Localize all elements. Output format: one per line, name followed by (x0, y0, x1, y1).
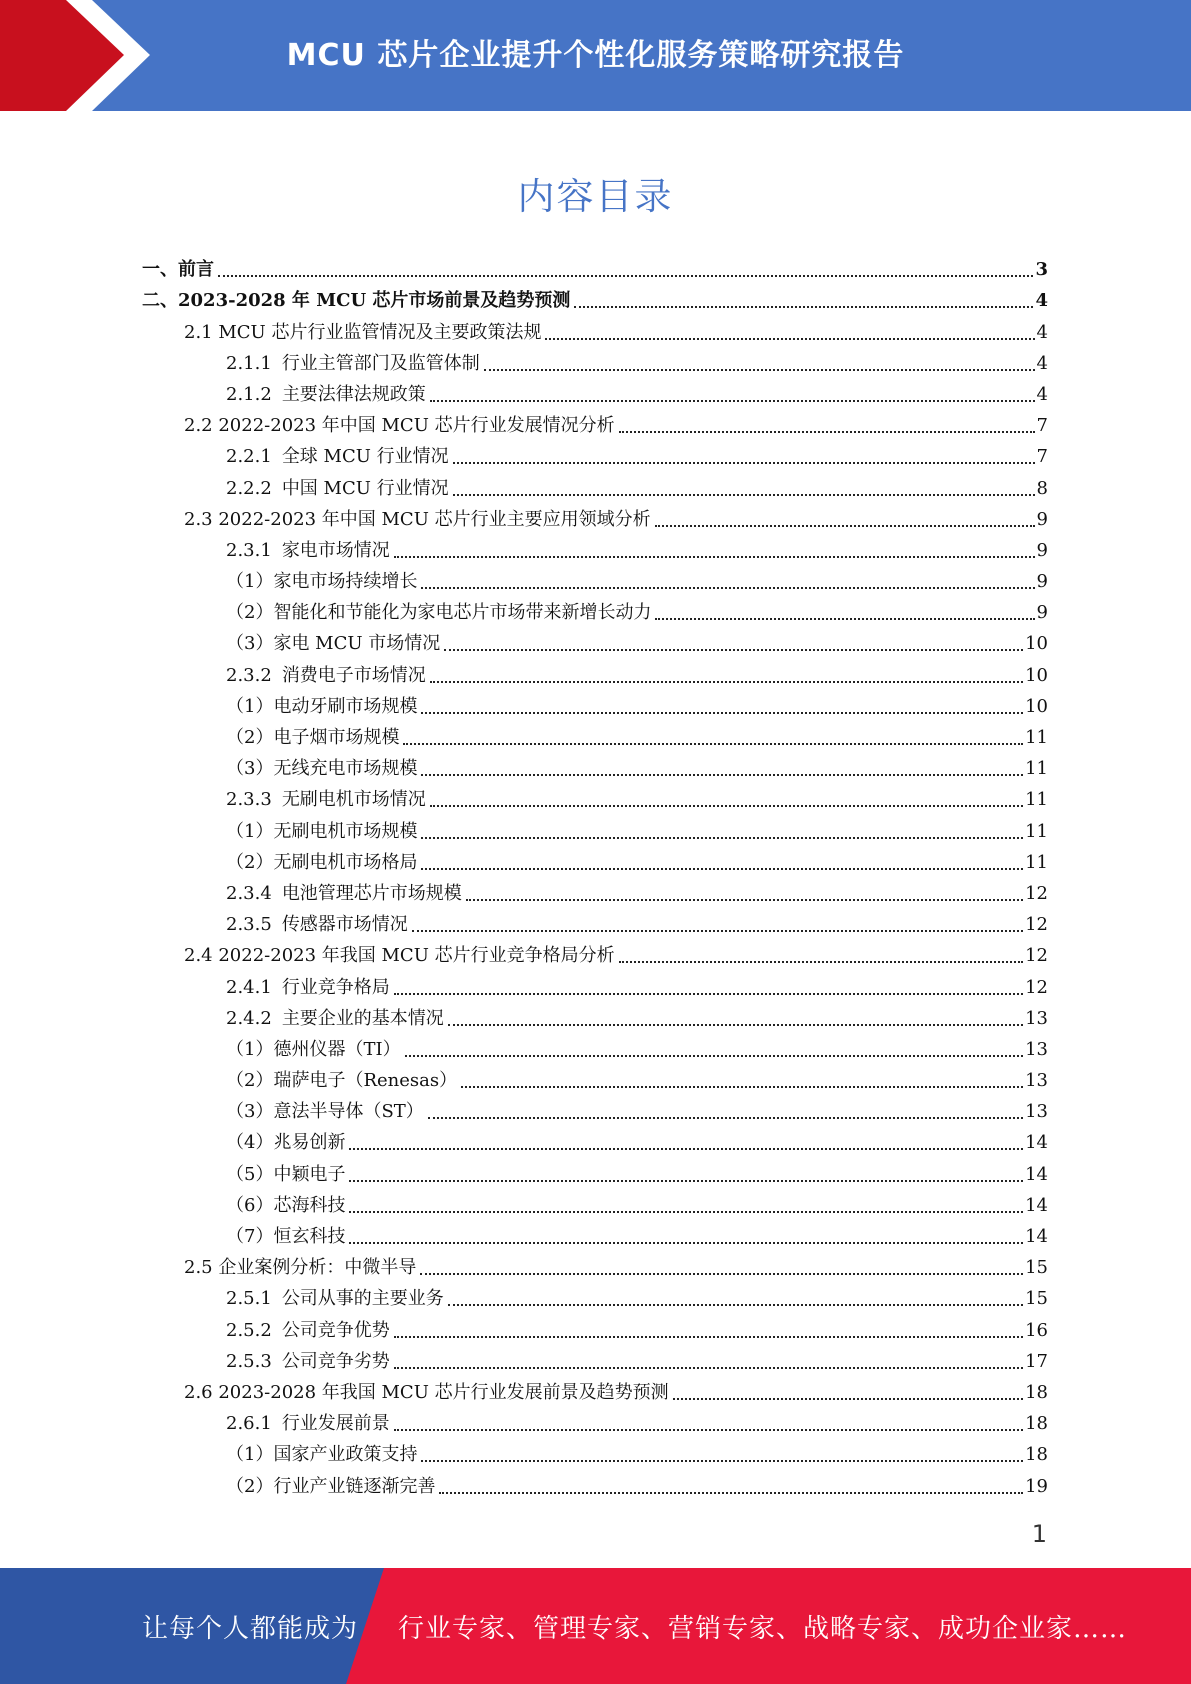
toc-entry-page: 13 (1025, 1070, 1048, 1092)
toc-dot-leader (574, 306, 1033, 308)
toc-entry-page: 11 (1025, 758, 1048, 780)
toc-entry-page: 18 (1025, 1444, 1048, 1466)
footer-banner (0, 1568, 1191, 1684)
toc-dot-leader (394, 556, 1035, 558)
toc-dot-leader (394, 993, 1023, 995)
toc-entry-text: 公司从事的主要业务 (281, 1288, 444, 1310)
toc-entry-number: 2.3.3 (226, 789, 272, 811)
toc-entry[interactable] (142, 1003, 1048, 1034)
toc-entry[interactable] (142, 784, 1048, 815)
toc-entry[interactable] (142, 597, 1048, 628)
toc-entry-page: 4 (1036, 352, 1048, 374)
toc-entry[interactable] (142, 1408, 1048, 1439)
toc-entry-text: 消费电子市场情况 (281, 664, 426, 686)
toc-entry-text: 主要企业的基本情况 (281, 1007, 444, 1029)
toc-entry-text: （1）无刷电机市场规模 (226, 820, 418, 842)
toc-entry[interactable] (142, 1034, 1048, 1065)
page-number: 1 (1031, 1520, 1047, 1548)
toc-entry-text: 传感器市场情况 (281, 914, 408, 936)
toc-entry[interactable] (142, 472, 1048, 503)
toc-dot-leader (655, 525, 1035, 527)
toc-dot-leader (421, 837, 1023, 839)
toc-entry-text: 2.4 2022-2023 年我国 MCU 芯片行业竞争格局分析 (184, 945, 615, 967)
toc-entry[interactable] (142, 1439, 1048, 1470)
toc-entry-page: 12 (1025, 882, 1048, 904)
toc-entry-page: 13 (1025, 1101, 1048, 1123)
toc-entry-page: 11 (1025, 820, 1048, 842)
toc-entry[interactable] (142, 535, 1048, 566)
toc-dot-leader (428, 1117, 1023, 1119)
toc-entry[interactable] (142, 441, 1048, 472)
toc-entry-page: 14 (1025, 1132, 1048, 1154)
toc-entry-page: 8 (1036, 477, 1048, 499)
toc-dot-leader (421, 1460, 1023, 1462)
header-banner (0, 0, 1191, 111)
toc-entry-page: 18 (1025, 1381, 1048, 1403)
report-title: MCU 芯片企业提升个性化服务策略研究报告 (286, 38, 905, 73)
toc-entry-text: 主要法律法规政策 (281, 383, 426, 405)
toc-entry-text: （3）无线充电市场规模 (226, 758, 418, 780)
toc-entry-number: 2.3.2 (226, 664, 272, 686)
toc-entry-page: 14 (1025, 1163, 1048, 1185)
toc-dot-leader (421, 587, 1034, 589)
toc-entry-number: 2.3.4 (226, 882, 272, 904)
toc-dot-leader (430, 805, 1023, 807)
toc-dot-leader (421, 868, 1023, 870)
toc-dot-leader (405, 1055, 1024, 1057)
toc-dot-leader (453, 494, 1035, 496)
toc-entry-text: （2）电子烟市场规模 (226, 727, 400, 748)
toc-dot-leader (349, 1180, 1023, 1182)
toc-entry[interactable] (142, 410, 1048, 441)
toc-dot-leader (394, 1336, 1023, 1338)
toc-entry-number: 2.4.2 (226, 1007, 272, 1029)
toc-dot-leader (619, 431, 1035, 433)
toc-entry[interactable] (142, 815, 1048, 846)
toc-dot-leader (466, 899, 1023, 901)
toc-dot-leader (394, 1429, 1023, 1431)
toc-entry-page: 19 (1025, 1475, 1048, 1497)
toc-entry-text: 行业发展前景 (281, 1413, 390, 1435)
toc-heading: 内容目录 (517, 175, 674, 218)
toc-entry-text: 电池管理芯片市场规模 (281, 882, 462, 904)
toc-entry-number: 2.5.1 (226, 1288, 272, 1310)
toc-dot-leader (448, 1024, 1023, 1026)
toc-entry[interactable] (142, 753, 1048, 784)
toc-entry-page: 13 (1025, 1038, 1048, 1060)
toc-entry-text: （2）智能化和节能化为家电芯片市场带来新增长动力 (226, 602, 652, 624)
table-of-contents (142, 254, 1048, 1502)
toc-entry-text: 全球 MCU 行业情况 (281, 446, 449, 468)
toc-entry-number: 2.3.5 (226, 914, 272, 936)
toc-entry-text: （2）行业产业链逐渐完善 (226, 1475, 436, 1497)
footer-slogan-left: 让每个人都能成为 (142, 1614, 359, 1644)
toc-entry-number: 2.2.2 (226, 477, 272, 499)
toc-entry[interactable] (142, 1096, 1048, 1127)
toc-entry-page: 9 (1036, 571, 1048, 593)
toc-dot-leader (619, 961, 1024, 963)
toc-entry[interactable] (142, 722, 1048, 753)
toc-entry-page: 9 (1036, 508, 1048, 530)
toc-entry-number: 2.5.3 (226, 1350, 272, 1372)
toc-entry-page: 15 (1025, 1288, 1048, 1310)
toc-dot-leader (412, 930, 1023, 932)
toc-entry[interactable] (142, 940, 1048, 971)
toc-entry[interactable] (142, 1252, 1048, 1283)
toc-entry-page: 3 (1035, 259, 1048, 281)
toc-dot-leader (430, 681, 1023, 683)
toc-dot-leader (349, 1148, 1023, 1150)
toc-entry-number: 2.1.2 (226, 383, 272, 405)
toc-entry[interactable] (142, 1190, 1048, 1221)
toc-dot-leader (461, 1086, 1023, 1088)
toc-entry-number: 2.2.1 (226, 446, 272, 468)
toc-entry-text: （3）意法半导体（ST） (226, 1101, 424, 1123)
toc-entry[interactable] (142, 1283, 1048, 1314)
toc-entry[interactable] (142, 316, 1048, 347)
toc-entry-text: 行业主管部门及监管体制 (281, 352, 480, 374)
toc-entry[interactable] (142, 659, 1048, 690)
toc-entry[interactable] (142, 566, 1048, 597)
toc-entry[interactable] (142, 847, 1048, 878)
toc-entry-text: 公司竞争劣势 (281, 1350, 390, 1372)
toc-entry-number: 2.4.1 (226, 976, 272, 998)
toc-entry-page: 12 (1025, 945, 1048, 967)
toc-entry-text: （3）家电 MCU 市场情况 (226, 633, 441, 655)
toc-entry-page: 4 (1036, 321, 1048, 343)
toc-entry-page: 11 (1025, 851, 1048, 873)
toc-entry-page: 18 (1025, 1413, 1048, 1435)
toc-entry-page: 14 (1025, 1194, 1048, 1216)
toc-entry-text: 家电市场情况 (281, 539, 390, 561)
toc-entry-page: 16 (1025, 1319, 1048, 1341)
toc-entry[interactable] (142, 691, 1048, 722)
toc-entry-page: 10 (1025, 664, 1048, 686)
toc-entry-number: 2.1.1 (226, 352, 272, 374)
toc-dot-leader (655, 618, 1034, 620)
toc-entry-page: 4 (1036, 383, 1048, 405)
toc-entry[interactable] (142, 1377, 1048, 1408)
toc-entry-text: 中国 MCU 行业情况 (281, 477, 449, 499)
toc-entry-text: （1）国家产业政策支持 (226, 1444, 418, 1466)
toc-dot-leader (349, 1211, 1023, 1213)
toc-dot-leader (439, 1492, 1023, 1494)
toc-entry-text: 2.2 2022-2023 年中国 MCU 芯片行业发展情况分析 (184, 415, 615, 437)
toc-dot-leader (448, 1304, 1023, 1306)
toc-entry-page: 9 (1036, 539, 1048, 561)
toc-entry-text: （6）芯海科技 (226, 1194, 346, 1216)
toc-entry[interactable] (142, 379, 1048, 410)
footer-slogan-right: 行业专家、管理专家、营销专家、战略专家、成功企业家…… (398, 1614, 1128, 1644)
toc-entry-page: 11 (1025, 789, 1048, 811)
toc-entry[interactable] (142, 1346, 1048, 1377)
toc-entry[interactable] (142, 348, 1048, 379)
toc-entry-page: 10 (1025, 695, 1048, 717)
toc-entry-text: 无刷电机市场情况 (281, 789, 426, 811)
toc-entry[interactable] (142, 285, 1048, 316)
toc-dot-leader (444, 649, 1023, 651)
toc-dot-leader (453, 462, 1035, 464)
toc-entry-page: 10 (1025, 633, 1048, 655)
toc-entry-text: 2.1 MCU 芯片行业监管情况及主要政策法规 (184, 321, 542, 343)
toc-entry-page: 14 (1025, 1226, 1048, 1247)
toc-entry[interactable] (142, 1221, 1048, 1252)
toc-entry-text: 公司竞争优势 (281, 1319, 390, 1341)
toc-entry-text: （1）电动牙刷市场规模 (226, 695, 418, 717)
toc-entry[interactable] (142, 1470, 1048, 1501)
toc-dot-leader (421, 774, 1023, 776)
toc-entry-text: 行业竞争格局 (281, 976, 390, 998)
toc-entry-page: 12 (1025, 914, 1048, 936)
toc-entry-text: 二、2023-2028 年 MCU 芯片市场前景及趋势预测 (142, 290, 571, 312)
toc-entry[interactable] (142, 971, 1048, 1002)
toc-dot-leader (349, 1242, 1023, 1244)
toc-entry-text: （1）德州仪器（TI） (226, 1038, 401, 1060)
toc-dot-leader (673, 1398, 1024, 1400)
toc-dot-leader (484, 369, 1035, 371)
toc-dot-leader (403, 743, 1023, 745)
toc-entry-page: 4 (1035, 290, 1048, 312)
toc-dot-leader (545, 338, 1034, 340)
toc-entry-page: 9 (1036, 602, 1048, 624)
toc-entry-text: （2）瑞萨电子（Renesas） (226, 1070, 458, 1092)
toc-entry-page: 13 (1025, 1007, 1048, 1029)
toc-entry-text: （1）家电市场持续增长 (226, 571, 418, 593)
toc-dot-leader (218, 275, 1033, 277)
toc-entry-text: （5）中颖电子 (226, 1163, 346, 1185)
toc-entry[interactable] (142, 1314, 1048, 1345)
toc-entry-text: 2.6 2023-2028 年我国 MCU 芯片行业发展前景及趋势预测 (184, 1381, 669, 1403)
toc-entry-page: 12 (1025, 976, 1048, 998)
toc-dot-leader (420, 1273, 1023, 1275)
toc-entry-text: （4）兆易创新 (226, 1132, 346, 1154)
toc-dot-leader (430, 400, 1035, 402)
toc-dot-leader (421, 712, 1023, 714)
toc-entry-number: 2.3.1 (226, 539, 272, 561)
toc-entry[interactable] (142, 878, 1048, 909)
toc-entry[interactable] (142, 254, 1048, 285)
toc-entry-page: 17 (1025, 1350, 1048, 1372)
toc-entry-text: （2）无刷电机市场格局 (226, 851, 418, 873)
toc-entry-text: 2.5 企业案例分析：中微半导 (184, 1257, 417, 1279)
toc-dot-leader (394, 1367, 1023, 1369)
toc-entry-page: 7 (1036, 415, 1048, 437)
toc-entry-number: 2.6.1 (226, 1413, 272, 1435)
toc-entry-number: 2.5.2 (226, 1319, 272, 1341)
toc-entry[interactable] (142, 504, 1048, 535)
toc-entry[interactable] (142, 1127, 1048, 1158)
toc-entry-page: 7 (1036, 446, 1048, 468)
toc-entry-page: 15 (1025, 1257, 1048, 1279)
toc-entry[interactable] (142, 628, 1048, 659)
toc-entry-text: 2.3 2022-2023 年中国 MCU 芯片行业主要应用领域分析 (184, 508, 651, 530)
toc-entry-text: （7）恒玄科技 (226, 1226, 346, 1247)
toc-entry-text: 一、前言 (142, 259, 214, 281)
toc-entry[interactable] (142, 1158, 1048, 1189)
toc-entry[interactable] (142, 1065, 1048, 1096)
toc-entry-page: 11 (1025, 727, 1048, 748)
toc-entry[interactable] (142, 909, 1048, 940)
